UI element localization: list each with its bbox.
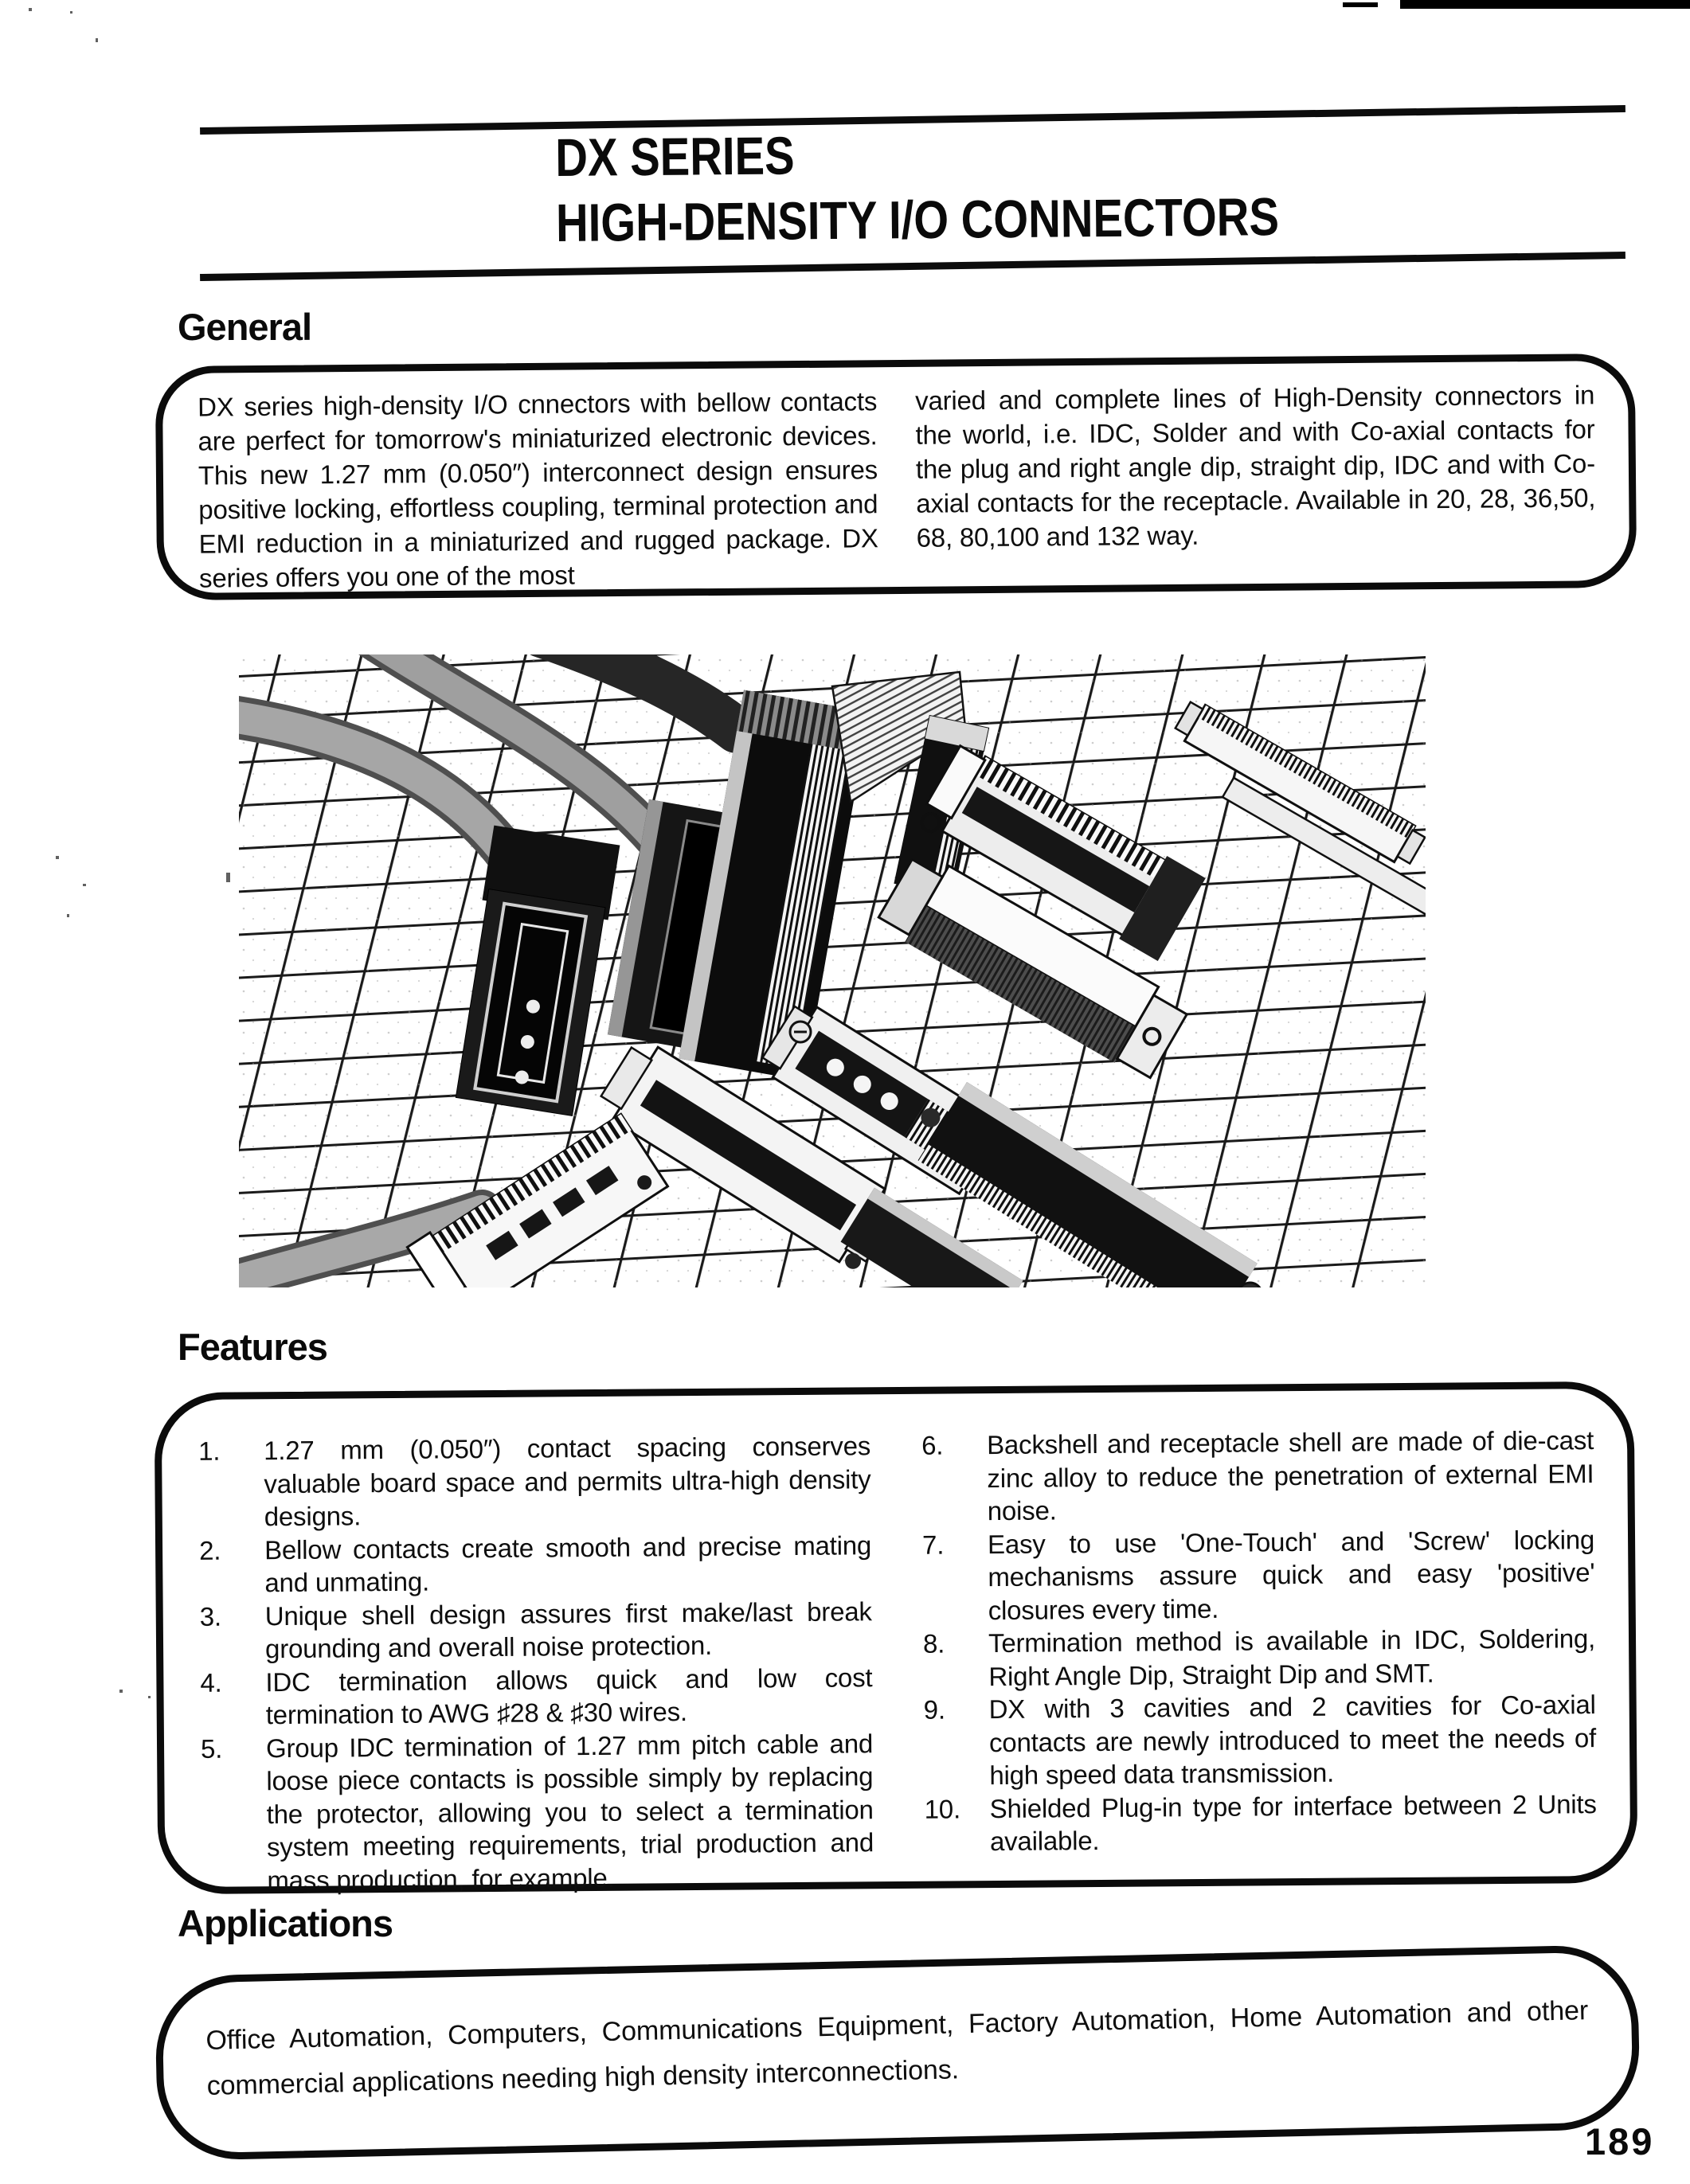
feature-number: 9. bbox=[923, 1694, 945, 1725]
feature-item bbox=[200, 1661, 873, 1733]
features-heading: Features bbox=[178, 1326, 327, 1368]
scan-speck bbox=[148, 1696, 151, 1698]
feature-number: 6. bbox=[921, 1430, 944, 1460]
general-heading: General bbox=[178, 306, 312, 348]
applications-text: Office Automation, Computers, Communications Equipment, Factory Automation, Home Automation and other commercial applications needing high density interconnections. bbox=[205, 1995, 1589, 2101]
feature-number: 10. bbox=[924, 1793, 961, 1824]
feature-item bbox=[924, 1688, 1597, 1792]
feature-text: Backshell and receptacle shell are made of die-cast zinc alloy to reduce the penetration of external EMI noise. bbox=[986, 1425, 1594, 1526]
feature-item bbox=[201, 1727, 874, 1897]
feature-item bbox=[925, 1787, 1598, 1859]
feature-text: Termination method is available in IDC, Soldering, Right Angle Dip, Straight Dip and SMT. bbox=[988, 1623, 1596, 1691]
scan-speck bbox=[70, 11, 72, 14]
general-text-col2: varied and complete lines of High-Density connectors in the world, i.e. IDC, Solder and with Co-axial contacts for the plug and right angle dip, straight dip, IDC and with Co-axial contacts for the receptacle. Available in 20, 28, 36,50, 68, 80,100 and 132 way. bbox=[915, 380, 1596, 553]
feature-text: Easy to use 'One-Touch' and 'Screw' locking mechanisms assure quick and easy 'positive' closures every time. bbox=[987, 1524, 1595, 1625]
feature-number: 8. bbox=[922, 1628, 945, 1659]
general-text-col1: DX series high-density I/O cnnectors with bellow contacts are perfect for tomorrow's miniaturized electronic devices. This new 1.27 mm (0.050″) interconnect design ensures positive locking, effortless coupling, terminal protection and EMI reduction in a miniaturized and rugged package. DX series offers you one of the most bbox=[198, 386, 878, 593]
feature-item bbox=[923, 1622, 1596, 1694]
page-title-line1: DX SERIES bbox=[555, 126, 795, 188]
feature-text: 1.27 mm (0.050″) contact spacing conserves valuable board space and permits ultra-high density designs. bbox=[263, 1431, 871, 1532]
scan-speck bbox=[119, 1690, 123, 1693]
scan-speck bbox=[226, 873, 230, 882]
feature-text: Unique shell design assures first make/last break grounding and overall noise protection. bbox=[264, 1596, 872, 1664]
applications-box bbox=[155, 1944, 1641, 2162]
feature-item bbox=[922, 1523, 1595, 1627]
features-column-right bbox=[921, 1424, 1597, 1881]
features-column-left bbox=[198, 1429, 874, 1895]
feature-text: Shielded Plug-in type for interface between 2 Units available. bbox=[989, 1788, 1597, 1857]
feature-text: Group IDC termination of 1.27 mm pitch cable and loose piece contacts is possible simply by replacing the protector, allowing you to select a termination system meeting requirements, trial production and mass production, for example. bbox=[265, 1728, 874, 1895]
scan-speck bbox=[96, 38, 98, 42]
feature-number: 7. bbox=[921, 1530, 945, 1560]
connectors-photo-graphic bbox=[239, 654, 1426, 1287]
feature-text: IDC termination allows quick and low cost termination to AWG ♯28 & ♯30 wires. bbox=[265, 1662, 873, 1730]
feature-item bbox=[200, 1595, 873, 1666]
scan-speck bbox=[56, 856, 59, 859]
feature-number: 4. bbox=[200, 1667, 222, 1698]
page-number: 189 bbox=[1585, 2120, 1655, 2163]
feature-number: 2. bbox=[198, 1535, 221, 1565]
page-top-edge-bar bbox=[1400, 0, 1690, 9]
feature-number: 5. bbox=[200, 1733, 223, 1764]
product-photo bbox=[239, 654, 1426, 1287]
general-box bbox=[155, 354, 1637, 600]
scan-speck bbox=[29, 8, 32, 11]
features-box bbox=[155, 1381, 1638, 1895]
feature-number: 3. bbox=[199, 1601, 222, 1631]
masthead-rule-bottom bbox=[200, 252, 1625, 281]
masthead bbox=[555, 119, 1279, 256]
feature-item bbox=[921, 1424, 1594, 1528]
page-title-line2: HIGH-DENSITY I/O CONNECTORS bbox=[555, 187, 1280, 253]
feature-item bbox=[199, 1529, 872, 1600]
feature-text: DX with 3 cavities and 2 cavities for Co-axial contacts are newly introduced to meet the needs of high speed data transmission. bbox=[988, 1690, 1597, 1791]
feature-number: 1. bbox=[198, 1436, 221, 1466]
feature-text: Bellow contacts create smooth and precise mating and unmating. bbox=[264, 1530, 872, 1598]
scan-speck bbox=[83, 884, 86, 886]
page-top-edge-dash bbox=[1343, 2, 1378, 7]
screw-graphic bbox=[790, 1022, 811, 1042]
feature-item bbox=[198, 1429, 871, 1533]
applications-heading: Applications bbox=[178, 1902, 393, 1944]
scan-speck bbox=[67, 914, 69, 917]
